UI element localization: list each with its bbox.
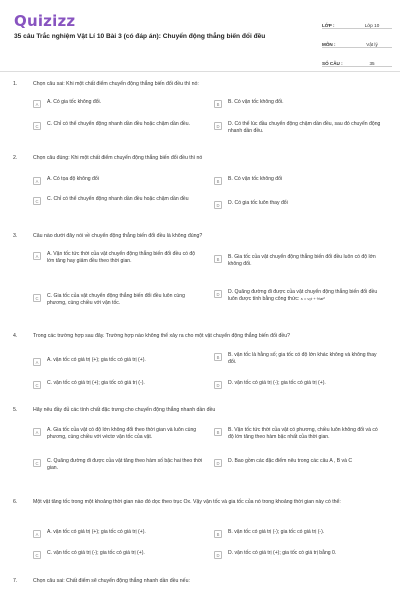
option-d[interactable] (214, 380, 384, 389)
meta-panel (322, 14, 392, 71)
option-text: D. Có thể lúc đầu chuyển động chậm dần đều, sau đó chuyển động nhanh dần đều. (228, 121, 381, 134)
option-d-text: D. Quãng đường đi được của vật chuyển động thẳng biến đổi đều luôn được tính bằng công thức: (228, 289, 378, 302)
option-text: A. Có tọa độ không đổi (47, 176, 99, 182)
option-text: D. vận tốc có giá trị (+); gia tốc có giá trị bằng 0. (228, 550, 337, 556)
option-letter: D (214, 381, 222, 389)
option-text: C. vận tốc có giá trị (-); gia tốc có giá trị (+). (47, 550, 145, 556)
option-text: C. vận tốc có giá trị (+); gia tốc có giá trị (-). (47, 380, 145, 386)
formula: s = v₀t + ½at² (300, 295, 325, 301)
option-text: D. Có gia tốc luôn thay đổi (228, 200, 288, 206)
option-letter: D (214, 201, 222, 209)
option-letter: A (33, 358, 41, 366)
question-number: 3. (13, 233, 18, 239)
option-text: C. Chỉ có thể chuyển động nhanh dần đều hoặc chậm dần đều. (47, 121, 191, 127)
question-number: 4. (13, 333, 18, 339)
option-a[interactable] (33, 251, 203, 265)
question-text: Câu nào dưới đây nói về chuyển động thẳng biến đổi đều là không đúng? (33, 233, 203, 239)
page-title: 35 câu Trắc nghiệm Vật Lí 10 Bài 3 (có đáp án): Chuyển động thẳng biến đổi đều (14, 33, 266, 40)
meta-value: Lớp 10 (364, 23, 380, 28)
question-text: Chọn câu sai: Khi một chất điểm chuyển động thẳng biến đổi đều thì nó: (33, 81, 199, 87)
option-text: B. vận tốc có giá trị (-); gia tốc có giá trị (-). (228, 529, 325, 535)
header (0, 0, 400, 72)
question-text: Chọn câu đúng: Khi một chất điểm chuyển động thẳng biến đổi đều thì nó (33, 155, 203, 161)
option-d[interactable] (214, 289, 384, 303)
question-number: 2. (13, 155, 18, 161)
option-b[interactable] (214, 254, 384, 268)
option-letter: C (33, 459, 41, 467)
option-text: A. Vận tốc tức thời của vật chuyển động thẳng biến đổi đều có độ lớn tăng hay giảm đều theo thời gian. (47, 251, 196, 264)
divider (0, 71, 400, 72)
option-letter: D (214, 459, 222, 467)
option-text: B. Vận tốc tức thời của vật có phương, chiều luôn không đổi và có độ lớn tăng theo hàm bậc nhất của thời gian. (228, 427, 378, 440)
option-text: C. Chỉ có thể chuyển động nhanh dần đều hoặc chậm dần đều (47, 196, 189, 202)
option-letter: C (33, 122, 41, 130)
option-d[interactable] (214, 200, 384, 209)
question-text: Trong các trường hợp sau đây. Trường hợp nào không thể xảy ra cho một vật chuyển động thẳng biến đổi đều? (33, 333, 291, 339)
option-letter: A (33, 100, 41, 108)
option-text: D. vận tốc có giá trị (-); gia tốc có giá trị (+). (228, 380, 326, 386)
question-number: 6. (13, 499, 18, 505)
option-d[interactable] (214, 458, 384, 467)
question-number: 5. (13, 407, 18, 413)
question-number: 1. (13, 81, 18, 87)
meta-label: MÔN : (322, 42, 336, 47)
option-letter: A (33, 177, 41, 185)
option-text: B. Có vận tốc không đổi. (228, 99, 284, 105)
option-letter: C (33, 381, 41, 389)
option-a[interactable] (33, 176, 203, 185)
meta-value: Vật lý (366, 42, 378, 47)
question-text: Chọn câu sai: Chất điểm sẽ chuyển động thẳng nhanh dần đều nếu: (33, 578, 190, 584)
option-c[interactable] (33, 380, 203, 389)
question-text: Một vật tăng tốc trong một khoảng thời gian nào đó dọc theo trục Ox. Vậy vận tốc và gia tốc của nó trong khoảng thời gian này có thể: (33, 499, 341, 505)
meta-row-subject (322, 33, 392, 48)
option-b[interactable] (214, 99, 384, 108)
option-text (228, 289, 384, 303)
option-d[interactable] (214, 121, 384, 135)
option-b[interactable] (214, 529, 384, 538)
question-number: 7. (13, 578, 18, 584)
option-a[interactable] (33, 427, 203, 441)
option-letter: A (33, 530, 41, 538)
option-c[interactable] (33, 121, 203, 130)
option-a[interactable] (33, 99, 203, 108)
option-text: C. Gia tốc của vật chuyển động thẳng biến đổi đều luôn cùng phương, cùng chiều với vận tốc. (47, 293, 185, 306)
option-letter: B (214, 177, 222, 185)
option-text: A. Gia tốc của vật có độ lớn không đổi theo thời gian và luôn cùng phương, cùng chiều với véctơ vận tốc của vật. (47, 427, 197, 440)
option-text: D. Bao gồm các đặc điểm nêu trong các câu A , B và C (228, 458, 353, 464)
meta-value: 35 (369, 61, 375, 66)
option-b[interactable] (214, 427, 384, 441)
option-letter: B (214, 428, 222, 436)
option-text: A. vận tốc có giá trị (+); gia tốc có giá trị (+). (47, 529, 146, 535)
option-b[interactable] (214, 352, 384, 366)
option-text: A. Có gia tốc không đổi. (47, 99, 102, 105)
option-letter: C (33, 294, 41, 302)
option-text: B. Gia tốc của vật chuyển động thẳng biến đổi đều luôn có độ lớn không đổi. (228, 254, 376, 267)
option-d[interactable] (214, 550, 384, 559)
option-text: A. vận tốc có giá trị (+); gia tốc có giá trị (+). (47, 357, 146, 363)
option-letter: A (33, 252, 41, 260)
option-letter: D (214, 290, 222, 298)
option-letter: B (214, 255, 222, 263)
option-text: B. vận tốc là hằng số; gia tốc có độ lớn khác không và không thay đổi. (228, 352, 377, 365)
meta-label: LỚP : (322, 23, 335, 28)
option-a[interactable] (33, 529, 203, 538)
option-letter: B (214, 530, 222, 538)
option-letter: C (33, 551, 41, 559)
option-c[interactable] (33, 550, 203, 559)
meta-label: SỐ CÂU : (322, 61, 343, 66)
option-letter: B (214, 100, 222, 108)
option-c[interactable] (33, 196, 203, 205)
option-letter: D (214, 551, 222, 559)
meta-row-count (322, 52, 392, 67)
question-text: Hãy nêu đầy đủ các tính chất đặc trưng cho chuyển động thẳng nhanh dần đều (33, 407, 216, 413)
option-text: B. Có vận tốc không đổi (228, 176, 283, 182)
quizizz-logo[interactable]: Quizizz (14, 12, 76, 30)
option-letter: A (33, 428, 41, 436)
option-b[interactable] (214, 176, 384, 185)
option-letter: D (214, 122, 222, 130)
option-a[interactable] (33, 357, 203, 366)
option-c[interactable] (33, 458, 203, 472)
option-letter: C (33, 197, 41, 205)
option-text: C. Quãng đường đi được của vật tăng theo hàm số bậc hai theo thời gian. (47, 458, 203, 471)
option-c[interactable] (33, 293, 203, 307)
option-letter: B (214, 353, 222, 361)
meta-row-class (322, 14, 392, 29)
